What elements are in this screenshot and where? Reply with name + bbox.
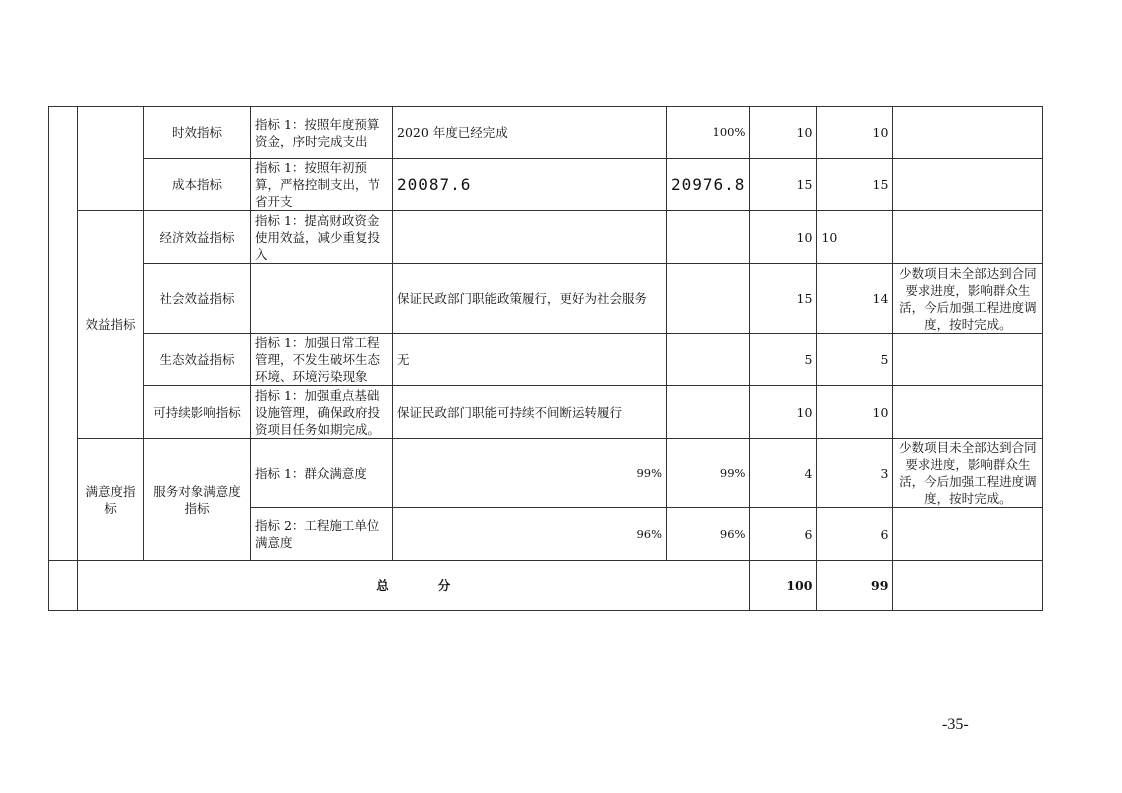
table-row [49,386,1043,439]
target-value: 保证民政部门职能政策履行，更好为社会服务 [393,264,667,334]
score-value: 10 [817,107,893,159]
weight-value: 6 [750,508,817,561]
note-text: 少数项目未全部达到合同要求进度，影响群众生活，今后加强工程进度调度，按时完成。 [893,439,1043,508]
table-row [49,107,1043,159]
weight-value: 4 [750,439,817,508]
table-row [49,159,1043,211]
target-value: 无 [393,334,667,386]
note-text: 少数项目未全部达到合同要求进度，影响群众生活，今后加强工程进度调度，按时完成。 [893,264,1043,334]
table-row [49,264,1043,334]
score-value: 5 [817,334,893,386]
benefit-group-label: 效益指标 [78,211,144,439]
actual-value [667,386,750,439]
total-empty-cell [49,561,78,611]
secondary-indicator: 经济效益指标 [144,211,251,264]
actual-value [667,211,750,264]
indicator-text: 指标 2：工程施工单位满意度 [251,508,393,561]
satisfaction-group-label: 满意度指标 [78,439,144,561]
total-score: 99 [817,561,893,611]
actual-value: 96% [667,508,750,561]
table-row [49,334,1043,386]
note-text [893,211,1043,264]
actual-value [667,264,750,334]
indicator-text: 指标 1：群众满意度 [251,439,393,508]
actual-value [667,334,750,386]
target-value: 96% [393,508,667,561]
indicator-text: 指标 1：提高财政资金使用效益，减少重复投入 [251,211,393,264]
secondary-indicator: 服务对象满意度指标 [144,439,251,561]
score-value: 10 [817,386,893,439]
note-text [893,386,1043,439]
table-row [49,439,1043,508]
performance-table [48,106,1043,611]
indicator-text: 指标 1：按照年初预算，严格控制支出，节省开支 [251,159,393,211]
first-level-cell [49,107,78,561]
note-text [893,334,1043,386]
target-value [393,211,667,264]
weight-value: 10 [750,211,817,264]
total-weight: 100 [750,561,817,611]
secondary-indicator: 社会效益指标 [144,264,251,334]
target-value: 99% [393,439,667,508]
target-value: 2020 年度已经完成 [393,107,667,159]
secondary-indicator: 可持续影响指标 [144,386,251,439]
note-text [893,159,1043,211]
indicator-text: 指标 1：加强日常工程管理，不发生破坏生态环境、环境污染现象 [251,334,393,386]
score-value: 15 [817,159,893,211]
table-row [49,211,1043,264]
total-label-char-2: 分 [437,578,452,593]
total-label-char-1: 总 [376,578,390,593]
weight-value: 15 [750,264,817,334]
secondary-indicator: 时效指标 [144,107,251,159]
secondary-indicator: 生态效益指标 [144,334,251,386]
indicator-text: 指标 1：加强重点基础设施管理，确保政府投资项目任务如期完成。 [251,386,393,439]
weight-value: 10 [750,107,817,159]
target-value: 保证民政部门职能可持续不间断运转履行 [393,386,667,439]
secondary-indicator: 成本指标 [144,159,251,211]
weight-value: 15 [750,159,817,211]
note-text [893,107,1043,159]
actual-value: 20976.8 [667,159,750,211]
total-row [49,561,1043,611]
score-value: 10 [817,211,893,264]
output-group-cell [78,107,144,211]
score-value: 3 [817,439,893,508]
actual-value: 100% [667,107,750,159]
indicator-text [251,264,393,334]
weight-value: 10 [750,386,817,439]
indicator-text: 指标 1：按照年度预算资金，序时完成支出 [251,107,393,159]
total-note-cell [893,561,1043,611]
target-value: 20087.6 [393,159,667,211]
page-number: -35- [942,716,969,733]
actual-value: 99% [667,439,750,508]
weight-value: 5 [750,334,817,386]
note-text [893,508,1043,561]
total-label [78,561,750,611]
score-value: 6 [817,508,893,561]
score-value: 14 [817,264,893,334]
